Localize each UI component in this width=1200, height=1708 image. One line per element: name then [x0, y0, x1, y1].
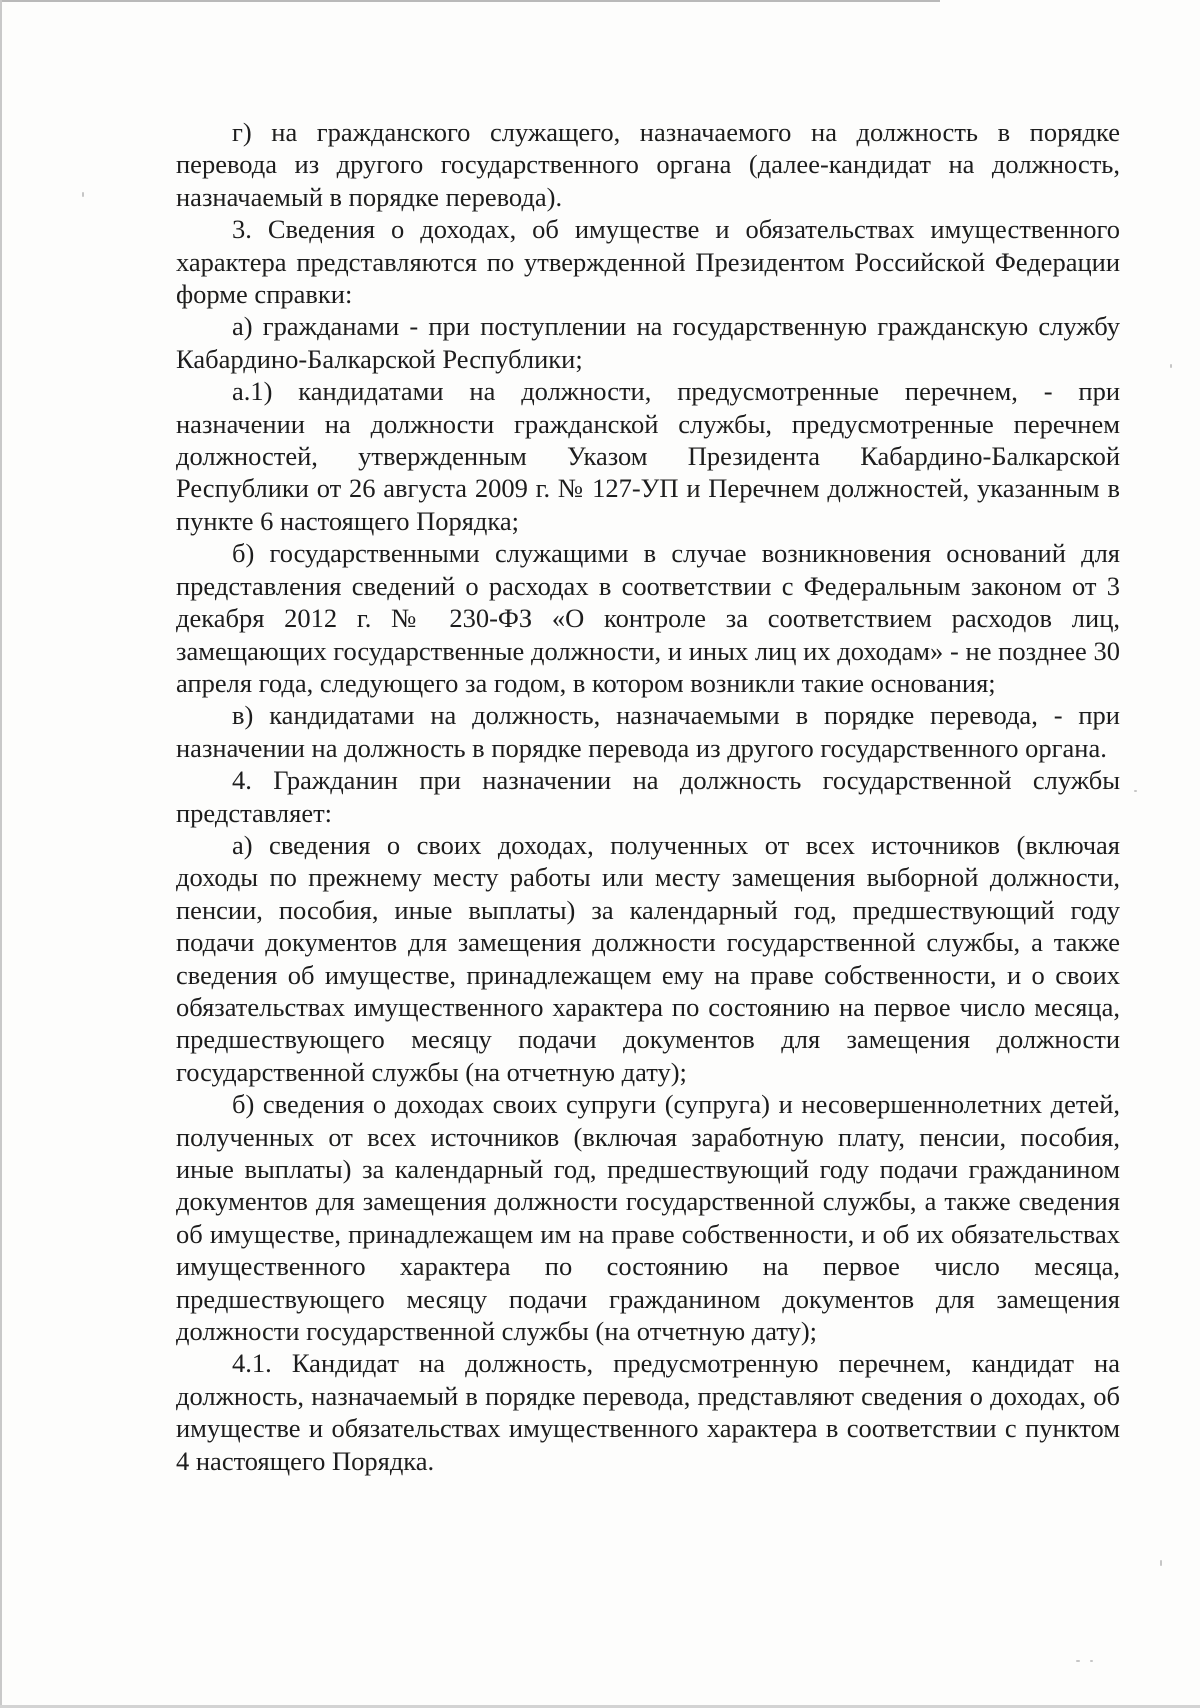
paragraph-4-citizen-submits: 4. Гражданин при назначении на должность государственной службы представляет: [176, 765, 1120, 828]
paragraph-4a-own-income: а) сведения о своих доходах, полученных от всех источников (включая доходы по прежнему месту работы или месту замещения выборной должности, пенсии, пособия, иные выплаты) за календарный год, предшествующий году подачи документов для замещения должности государственной службы, а также сведения об имуществе, принадлежащем ему на праве собственности, и о своих обязательствах имущественного характера по состоянию на первое число месяца, предшествующего месяцу подачи документов для замещения должности государственной службы (на отчетную дату); [176, 829, 1120, 1087]
scan-speck [1090, 1660, 1093, 1662]
document-body [176, 116, 1120, 1477]
paragraph-3v-transfer-candidates: в) кандидатами на должность, назначаемыми в порядке перевода, - при назначении на должность в порядке перевода из другого государственного органа. [176, 700, 1120, 763]
scan-speck [82, 192, 84, 197]
paragraph-3-income-info: 3. Сведения о доходах, об имуществе и обязательствах имущественного характера представляются по утвержденной Президентом Российской Федерации форме справки: [176, 214, 1120, 310]
scan-edge-left [0, 0, 2, 1708]
paragraph-4-1-candidate: 4.1. Кандидат на должность, предусмотренную перечнем, кандидат на должность, назначаемый в порядке перевода, представляют сведения о доходах, об имуществе и обязательствах имущественного характера в соответствии с пунктом 4 настоящего Порядка. [176, 1348, 1120, 1476]
paragraph-3a1-candidates: а.1) кандидатами на должности, предусмотренные перечнем, - при назначении на должности гражданской службы, предусмотренные перечнем должностей, утвержденным Указом Президента Кабардино-Балкарской Республики от 26 августа 2009 г. № 127-УП и Перечнем должностей, указанным в пункте 6 настоящего Порядка; [176, 376, 1120, 536]
scan-speck [1170, 364, 1172, 368]
scan-speck [1076, 1660, 1080, 1662]
scan-speck [1160, 1560, 1162, 1566]
paragraph-4b-family-income: б) сведения о доходах своих супруги (супруга) и несовершеннолетних детей, полученных от всех источников (включая заработную плату, пенсии, пособия, иные выплаты) за календарный год, предшествующий году подачи гражданином документов для замещения должности государственной службы, а также сведения об имуществе, принадлежащем им на праве собственности, и об их обязательствах имущественного характера по состоянию на первое число месяца, предшествующего месяцу подачи гражданином документов для замещения должности государственной службы (на отчетную дату); [176, 1089, 1120, 1347]
paragraph-3a-citizens: а) гражданами - при поступлении на государственную гражданскую службу Кабардино-Балкарской Республики; [176, 311, 1120, 374]
paragraph-g-transfer: г) на гражданского служащего, назначаемого на должность в порядке перевода из другого государственного органа (далее-кандидат на должность, назначаемый в порядке перевода). [176, 117, 1120, 212]
paragraph-3b-civil-servants: б) государственными служащими в случае возникновения оснований для представления сведений о расходах в соответствии с Федеральным законом от 3 декабря 2012 г. № 230-ФЗ «О контроле за соответствием расходов лиц, замещающих государственные должности, и иных лиц их доходам» - не позднее 30 апреля года, следующего за годом, в котором возникли такие основания; [176, 538, 1120, 698]
scan-edge-top [0, 0, 940, 2]
scan-speck [1134, 790, 1137, 792]
